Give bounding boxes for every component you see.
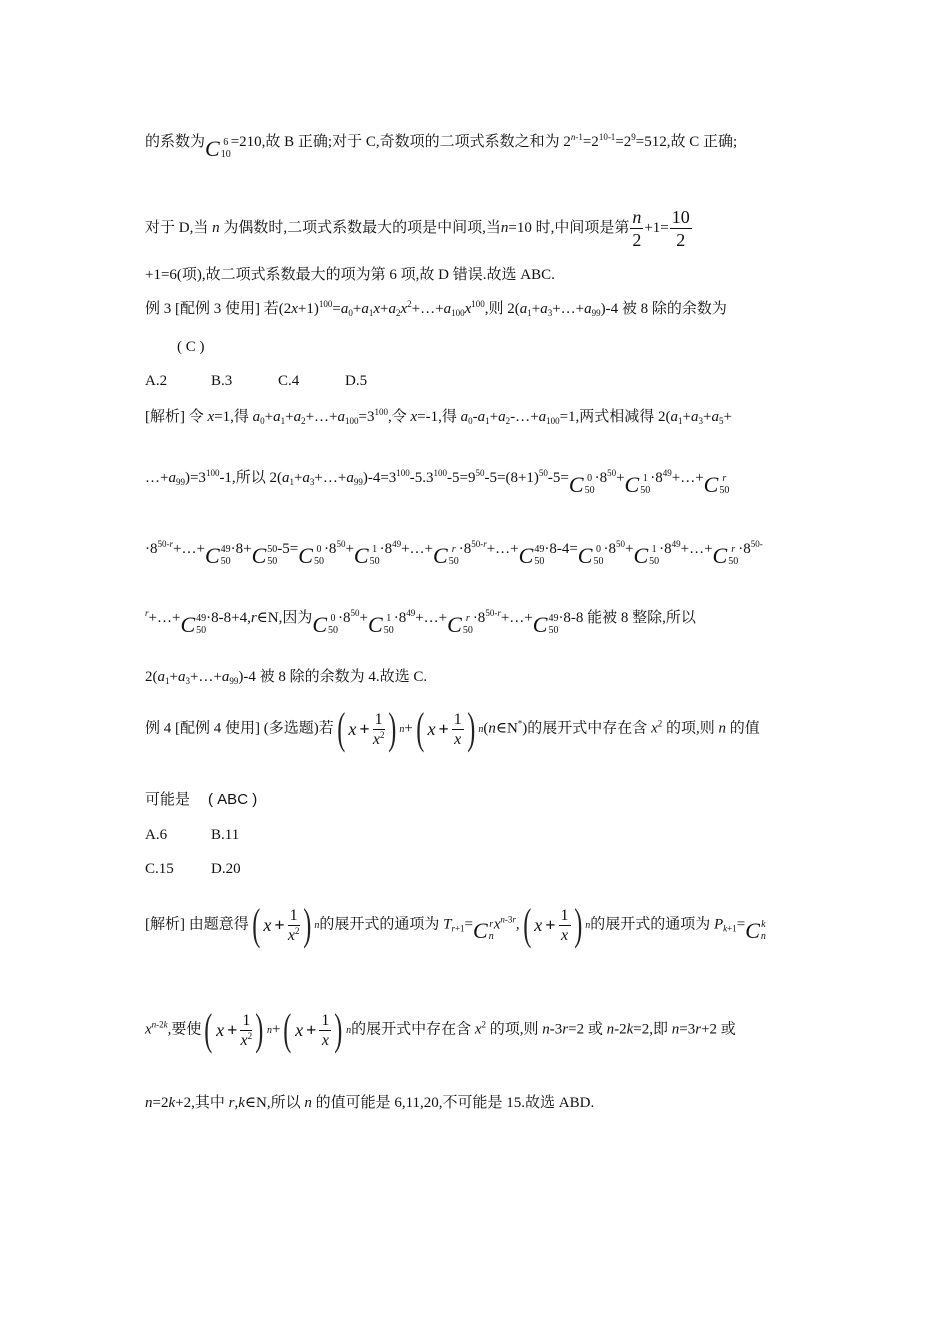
text: 的项,则 [489,1021,539,1038]
example-3-question: 例 3 [配例 3 使用] 若$(2x+1)^{100}=a_0+a_1x+a_2x^2+\dots+a_{100}x^{100}$,则 $2(a_1+a_3+\dots+a_{99})-4$ 被 8 除的余数为 [145,299,727,318]
text: 可能是 [145,792,191,808]
text: ( ABC ) [208,791,258,808]
text: =2 [582,134,599,150]
text: 或 [587,1021,603,1038]
text: 对于 D,当 [145,219,209,236]
text: ,其中 [191,1095,225,1111]
text: 例 3 [配例 3 使用] 若(2 [145,301,292,317]
fraction: $\frac{n}{2}$ [632,207,642,250]
binomial-expression: ( x + $\frac{1}{x^2}$ ) n [252,900,320,949]
binomial-expression: ( x + $\frac{1}{x}$ ) n [522,900,591,949]
binomial-coefficient: C 0 50 [312,612,339,637]
text: [解析] 由题意得 [145,916,249,933]
binomial-coefficient: C 1 50 [353,543,380,568]
text: 的系数为 [145,134,206,150]
example-4-answer-line [145,790,257,810]
example-4-question: 例 4 [配例 4 使用] (多选题)若 ( x + $\frac{1}{x^2}$ ) n + ( x + $\frac{1}{x}$ ) n (n∈N*)的展开式中存在含 $x^2$ 的项,则 n 的值 [145,704,760,753]
text: ( C ) [177,339,205,355]
text: 的值可能是 6,11,20,不可能是 15.故选 ABD. [315,1095,595,1111]
text: ,即 [649,1021,668,1038]
binomial-coefficient: C 1 50 [633,543,660,568]
text-line-2: 对于 D,当 n 为偶数时,二项式系数最大的项是中间项,当n=10 时,中间项是第 $\frac{n}{2}$ +1= $\frac{10}{2}$ [145,207,690,250]
text: 的展开式的通项为 [590,916,711,933]
text: +1=6(项),故二项式系数最大的项为第 6 项,故 D 错误.故选 ABC. [145,267,555,283]
solution-3-line-4: $^r$+…+ C 49 50 ·8-8+4,r∈N,因为 C 0 50 $\cdot 8^{50}+$ C 1 50 $\cdot 8^{49}+\dots+$ C r 50 $\cdot 8^{50-r}+\dots+$ C 49 50 ·8-8 能被 8 整除,所以 [145,602,696,641]
text: 例 4 [配例 4 使用] (多选题)若 [145,720,334,737]
text: 被 8 除的余数为 [621,301,727,317]
text: [解析] 令 [145,409,204,425]
text: 的展开式中存在含 [527,720,648,737]
text: 所以 [235,470,266,486]
option-c: C.15 [145,861,174,877]
text: 的展开式中存在含 [351,1021,472,1038]
binomial-expression: ( x + $\frac{1}{x^2}$ ) n [204,1005,273,1054]
binomial-expression: ( x + $\frac{1}{x}$ ) n [283,1005,352,1054]
option-a: A.6 [145,827,168,843]
binomial-coefficient: C 0 50 [568,472,595,497]
text: +1= [644,219,669,236]
solution-3-line-1: [解析] 令 x=1,得 $a_0+a_1+a_2+\dots+a_{100}=3^{100}$,令 x=-1,得 $a_0-a_1+a_2-\dots+a_{100}=1$,两式相减得 $2(a_1+a_3+a_5+$ [145,407,732,426]
example-4-options-1 [145,825,239,845]
text: ·8-8+4, [206,610,251,626]
binomial-coefficient: C 1 50 [624,472,651,497]
text-line-1: 的系数为 C 6 10 =210,故 B 正确;对于 C,奇数项的二项式系数之和为 $2^{n-1}=2^{10-1}=2^9=512$,故 C 正确; [145,132,738,161]
binomial-coefficient: C r 50 [447,612,473,637]
binomial-coefficient: C 0 50 [298,543,324,568]
binomial-coefficient: C 0 50 [577,543,604,568]
binomial-coefficient: C k n [745,918,766,944]
example-3-options [145,371,367,391]
text: =512,故 C 正确; [635,134,738,150]
fraction: $\frac{10}{2}$ [671,207,690,250]
option-d: D.20 [211,861,241,877]
binomial-coefficient: C 6 10 [205,136,231,161]
solution-4-line-3: n=2k+2,其中 r,k∈N,所以 n 的值可能是 6,11,20,不可能是 15.故选 ABD. [145,1095,595,1111]
text: 或 [720,1021,736,1038]
text: 的值 [729,720,760,737]
text: +1) [297,301,319,317]
binomial-coefficient: C 49 50 [518,543,545,568]
text: =210,故 B 正确;对于 C,奇数项的二项式系数之和为 2 [230,134,571,150]
binomial-coefficient: C 49 50 [204,543,231,568]
binomial-coefficient: C r 50 [433,543,459,568]
option-b: B.11 [211,827,240,843]
text: ∈N,所以 [244,1095,301,1111]
option-b: B.3 [211,373,233,389]
binomial-coefficient: C r n [473,918,494,944]
example-3-answer [177,337,205,357]
binomial-coefficient: C 1 50 [368,612,394,637]
text: 的展开式的通项为 [319,916,440,933]
binomial-coefficient: C 49 50 [180,612,207,637]
example-4-options-2 [145,859,241,879]
text: =10 时,中间项是第 [508,219,630,236]
text: ,要使 [167,1021,202,1038]
binomial-coefficient: C r 50 [703,472,730,497]
option-a: A.2 [145,373,168,389]
text: ·8-8 能被 8 整除,所以 [558,610,696,626]
text-line-3 [145,265,555,285]
text: 的项,则 [665,720,715,737]
solution-4-line-1: [解析] 由题意得 ( x + $\frac{1}{x^2}$ ) n 的展开式的通项为 $T_{r+1}=$ C r n $x^{n-3r}$, ( x + $\frac{1}{x}$ ) n 的展开式的通项为 $P_{k+1}=$ C k n [145,900,766,955]
binomial-expression: ( x + $\frac{1}{x}$ ) n [416,704,484,753]
binomial-expression: ( x + $\frac{1}{x^2}$ ) n [337,704,405,753]
binomial-coefficient: C 50 50 [251,543,278,568]
solution-3-line-5: $2(a_1+a_3+\dots+a_{99})-4$ 被 8 除的余数为 4.故选 C. [145,669,428,686]
solution-4-line-2: $x^{n-2k}$,要使 ( x + $\frac{1}{x^2}$ ) n + ( x + $\frac{1}{x}$ ) n 的展开式中存在含 $x^2$ 的项,则 n-3r=2 或 n-2k=2,即 n=3r+2 或 [145,1005,736,1054]
text: -4 被 8 除的余数为 4.故选 C. [243,669,428,685]
text: =2 [615,134,632,150]
solution-3-line-3: $\cdot 8^{50-r}+\dots+$ C 49 50 ·8+ C 50 50 -5= C 0 50 $\cdot 8^{50}+$ C 1 50 $\cdot 8^{49}+\dots+$ C r 50 $\cdot 8^{50-r}+\dots+$ C 49 50 ·8-4= C 0 50 $\cdot 8^{50}+$ C 1 50 $\cdot 8^{49}+\dots+$ C r 50 $\cdot 8^{50-}$ [145,533,763,572]
text: 为偶数时,二项式系数最大的项是中间项,当 [223,219,501,236]
option-c: C.4 [278,373,300,389]
text: ∈N,因为 [256,610,313,626]
option-d: D.5 [345,373,368,389]
binomial-coefficient: C r 50 [712,543,739,568]
binomial-coefficient: C 49 50 [532,612,559,637]
solution-3-line-2: $\dots+a_{99})=3^{100}-1$,所以 $2(a_1+a_3+\dots+a_{99})-4=3^{100}-5.3^{100}-5=9^{50}-5=(8+1)^{50}-5=$ C 0 50 $\cdot 8^{50}+$ C 1 50 $\cdot 8^{49}+\dots+$ C r 50 [145,462,729,501]
